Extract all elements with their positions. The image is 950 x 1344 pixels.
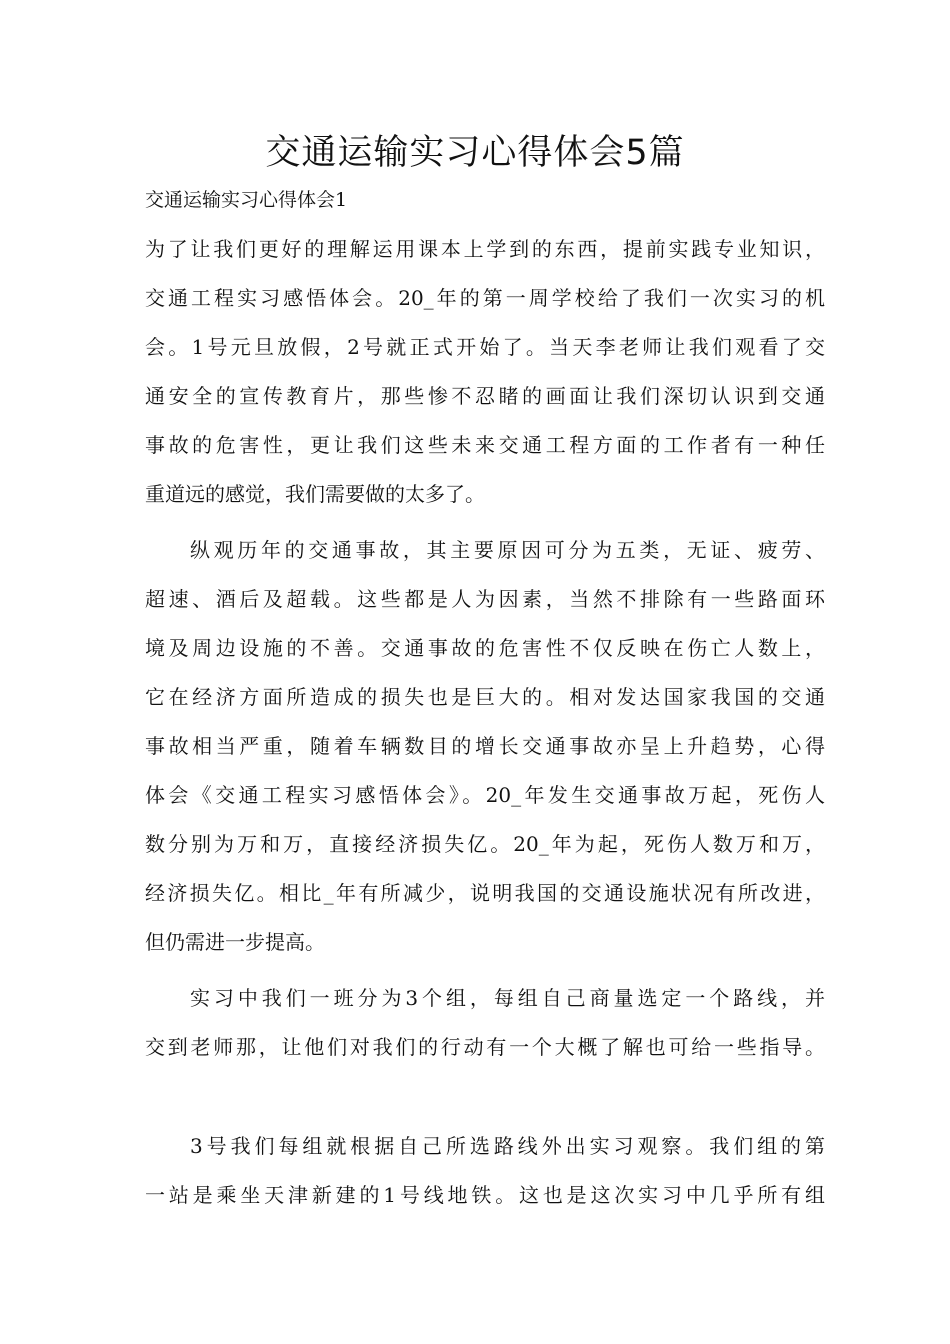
paragraph-line: 事故的危害性，更让我们这些未来交通工程方面的工作者有一种任: [145, 433, 825, 457]
paragraph-line: 超速、酒后及超载。这些都是人为因素，当然不排除有一些路面环: [145, 587, 825, 611]
paragraph-line: 纵观历年的交通事故，其主要原因可分为五类，无证、疲劳、: [190, 538, 825, 562]
paragraph-line: 境及周边设施的不善。交通事故的危害性不仅反映在伤亡人数上，: [145, 636, 825, 660]
paragraph-line: 它在经济方面所造成的损失也是巨大的。相对发达国家我国的交通: [145, 685, 825, 709]
paragraph-line: 交到老师那，让他们对我们的行动有一个大概了解也可给一些指导。: [145, 1035, 825, 1059]
paragraph-line: 数分别为万和万，直接经济损失亿。20_年为起，死伤人数万和万，: [145, 832, 825, 856]
paragraph-line: 实习中我们一班分为3个组，每组自己商量选定一个路线，并: [190, 986, 825, 1010]
paragraph-2: [145, 526, 825, 967]
paragraph-4: [145, 1122, 825, 1220]
section-subheading: 交通运输实习心得体会1: [145, 189, 348, 211]
paragraph-line: 体会《交通工程实习感悟体会》。20_年发生交通事故万起，死伤人: [145, 783, 825, 807]
paragraph-line: 经济损失亿。相比_年有所减少，说明我国的交通设施状况有所改进，: [145, 881, 825, 905]
paragraph-line: 事故相当严重，随着车辆数目的增长交通事故亦呈上升趋势，心得: [145, 734, 825, 758]
paragraph-1: [145, 225, 825, 519]
paragraph-line: 交通工程实习感悟体会。20_年的第一周学校给了我们一次实习的机: [145, 286, 825, 310]
paragraph-line: 3号我们每组就根据自己所选路线外出实习观察。我们组的第: [190, 1134, 825, 1158]
document-title: 交通运输实习心得体会5篇: [265, 133, 685, 173]
paragraph-3: [145, 974, 825, 1072]
paragraph-line: 但仍需进一步提高。: [145, 930, 325, 954]
paragraph-line: 为了让我们更好的理解运用课本上学到的东西，提前实践专业知识，: [145, 237, 825, 261]
paragraph-line: 重道远的感觉，我们需要做的太多了。: [145, 482, 485, 506]
paragraph-line: 一站是乘坐天津新建的1号线地铁。这也是这次实习中几乎所有组: [145, 1183, 825, 1207]
paragraph-line: 会。1号元旦放假，2号就正式开始了。当天李老师让我们观看了交: [145, 335, 825, 359]
paragraph-line: 通安全的宣传教育片，那些惨不忍睹的画面让我们深切认识到交通: [145, 384, 825, 408]
